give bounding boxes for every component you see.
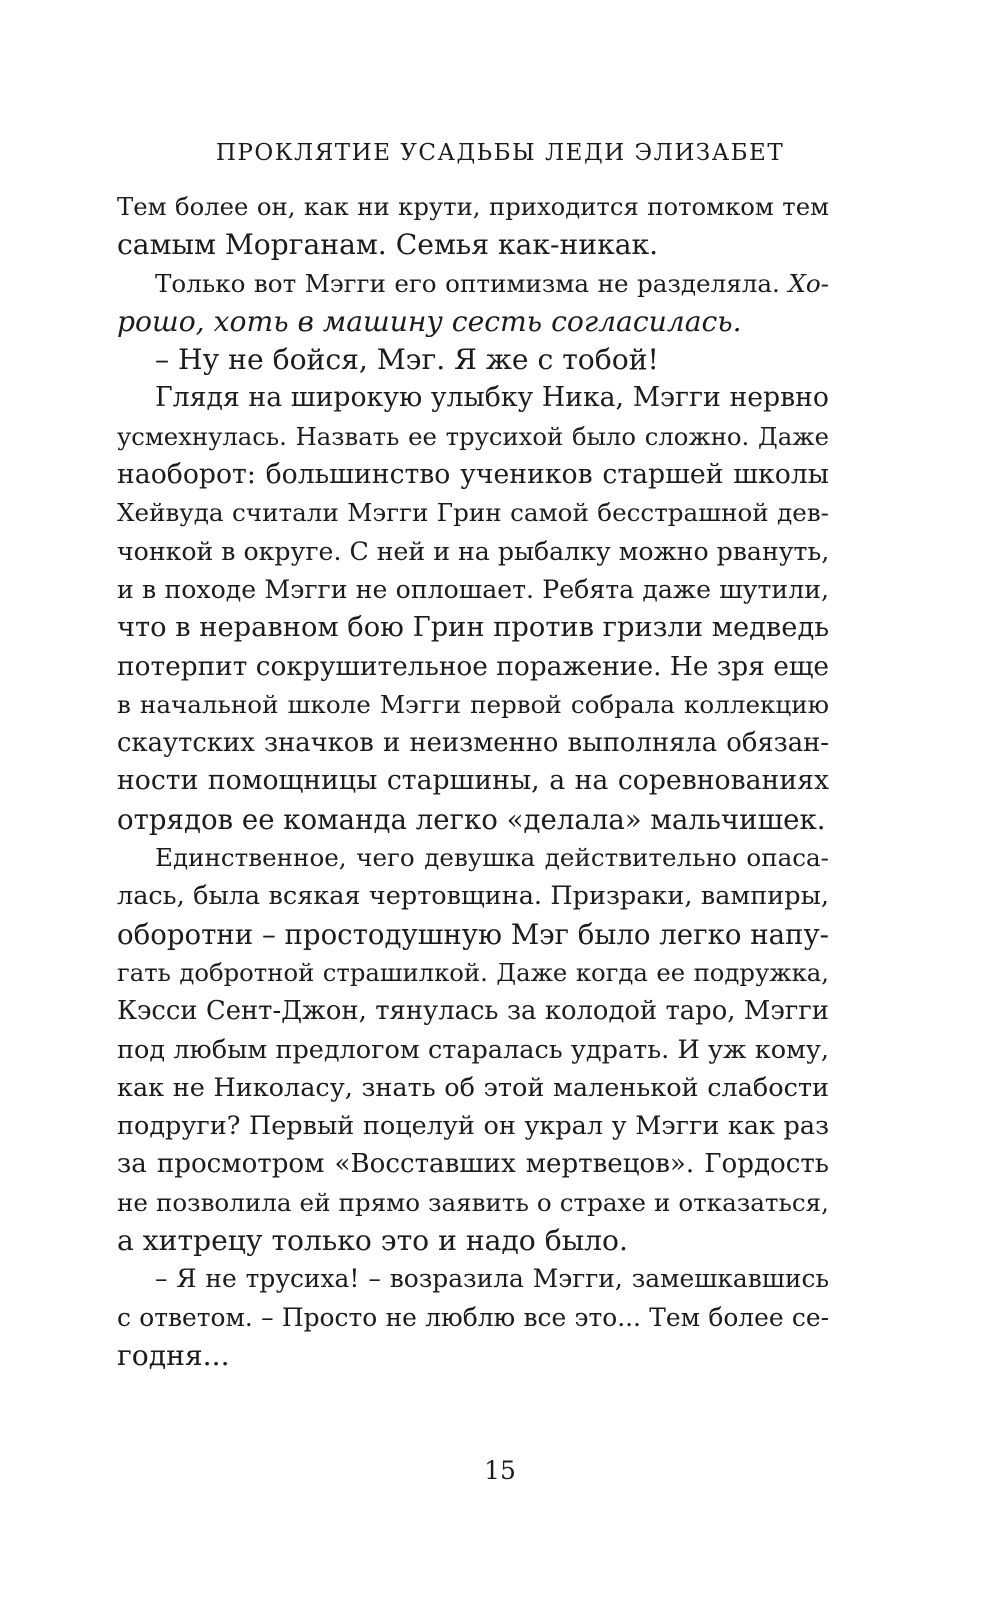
italic-segment: Хо- bbox=[788, 268, 829, 298]
page-number: 15 bbox=[484, 1456, 516, 1485]
text-line: годня... bbox=[117, 1338, 230, 1372]
text-line: что в неравном бою Грин против гризли медведь bbox=[117, 612, 830, 644]
text-line: с ответом. – Просто не люблю все это... Тем более се- bbox=[117, 1302, 829, 1332]
text-segment: Только вот Мэгги его оптимизма не разделяла. bbox=[155, 268, 780, 298]
text-line bbox=[117, 265, 829, 303]
body-text bbox=[117, 188, 829, 1375]
text-line: – Я не трусиха! – возразила Мэгги, замешкавшись bbox=[155, 1264, 829, 1294]
text-line: Тем более он, как ни крути, приходится потомком тем bbox=[117, 192, 829, 221]
text-line: и в походе Мэгги не оплошает. Ребята даже шутили, bbox=[117, 574, 829, 604]
text-line: под любым предлогом старалась удрать. И уж кому, bbox=[117, 1034, 829, 1065]
text-line: наоборот: большинство учеников старшей школы bbox=[117, 459, 829, 491]
text-line: – Ну не бойся, Мэг. Я же с тобой! bbox=[155, 343, 659, 377]
text-line: отрядов ее команда легко «делала» мальчишек. bbox=[117, 802, 826, 836]
text-line: подруги? Первый поцелуй он украл у Мэгги как раз bbox=[117, 1111, 829, 1142]
text-line: лась, была всякая чертовщина. Призраки, вампиры, bbox=[117, 881, 829, 912]
text-line: как не Николасу, знать об этой маленькой слабости bbox=[117, 1072, 829, 1103]
text-line: гать добротной страшилкой. Даже когда ее подружка, bbox=[117, 957, 829, 987]
text-line: Хейвуда считали Мэгги Грин самой бесстрашной дев- bbox=[117, 498, 829, 528]
text-line: скаутских значков и неизменно выполняла обязан- bbox=[117, 728, 829, 759]
text-line: Глядя на широкую улыбку Ника, Мэгги нервно bbox=[155, 382, 829, 414]
text-line: не позволила ей прямо заявить о страхе и отказаться, bbox=[117, 1187, 829, 1217]
text-line: рошо, хоть в машину сесть согласилась. bbox=[117, 304, 742, 338]
text-line: в начальной школе Мэгги первой собрала коллекцию bbox=[117, 689, 829, 719]
text-line: чонкой в округе. С ней и на рыбалку можно рвануть, bbox=[117, 536, 830, 566]
text-line: усмехнулась. Назвать ее трусихой было сложно. Даже bbox=[117, 421, 829, 451]
text-line: самым Морганам. Семья как-никак. bbox=[117, 228, 659, 262]
text-line: Единственное, чего девушка действительно опаса- bbox=[155, 843, 829, 873]
text-line: потерпит сокрушительное поражение. Не зря еще bbox=[117, 650, 829, 682]
text-line: Кэсси Сент-Джон, тянулась за колодой таро, Мэгги bbox=[117, 996, 829, 1027]
text-line: оборотни – простодушную Мэг было легко напу- bbox=[117, 917, 829, 951]
text-line: а хитрецу только это и надо было. bbox=[117, 1224, 628, 1258]
text-line: за просмотром «Восставших мертвецов». Гордость bbox=[117, 1149, 829, 1180]
text-line: ности помощницы старшины, а на соревнованиях bbox=[117, 765, 829, 797]
running-head: ПРОКЛЯТИЕ УСАДЬБЫ ЛЕДИ ЭЛИЗАБЕТ bbox=[215, 140, 785, 166]
